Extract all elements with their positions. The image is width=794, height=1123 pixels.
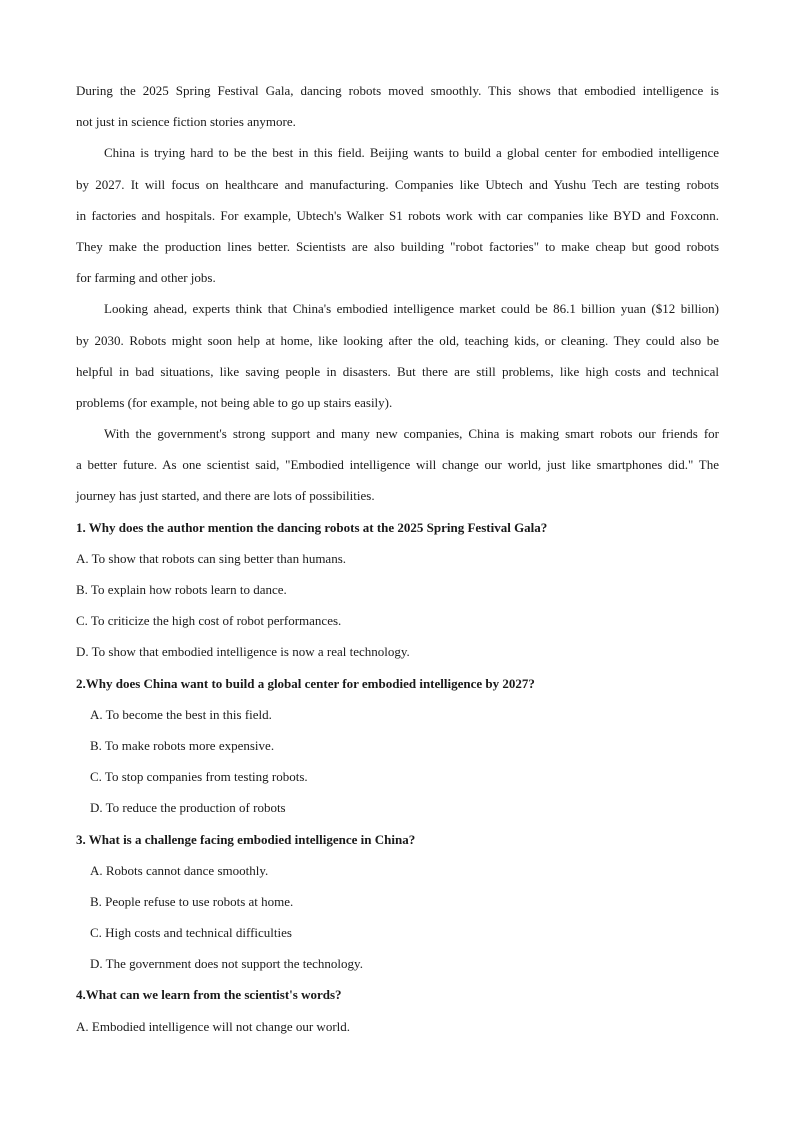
question-4	[76, 984, 719, 1046]
paragraph-4	[76, 423, 719, 517]
question-text: 2.Why does China want to build a global center for embodied intelligence by 2027?	[76, 675, 535, 691]
question-1	[76, 517, 719, 673]
paragraph-line: not just in science fiction stories anymore.	[76, 114, 296, 130]
answer-option: A. To show that robots can sing better than humans.	[76, 550, 347, 566]
paragraph-3	[76, 298, 719, 423]
paragraph-line: journey has just started, and there are lots of possibilities.	[76, 488, 375, 504]
question-text: 3. What is a challenge facing embodied intelligence in China?	[76, 831, 416, 847]
answer-option: A. Embodied intelligence will not change our world.	[76, 1018, 351, 1034]
answer-option: C. To criticize the high cost of robot performances.	[76, 613, 342, 629]
answer-option: D. To show that embodied intelligence is now a real technology.	[76, 644, 410, 660]
answer-option: C. High costs and technical difficulties	[90, 925, 292, 941]
paragraph-line: China is trying hard to be the best in this field. Beijing wants to build a global center for embodied intelligence	[104, 145, 719, 161]
paragraph-line: a better future. As one scientist said, "Embodied intelligence will change our world, just like smartphones did." The	[76, 457, 719, 473]
answer-option: B. People refuse to use robots at home.	[90, 893, 294, 909]
question-text: 4.What can we learn from the scientist's words?	[76, 987, 342, 1003]
answer-option: B. To explain how robots learn to dance.	[76, 582, 287, 597]
question-2	[76, 673, 719, 829]
question-text: 1. Why does the author mention the dancing robots at the 2025 Spring Festival Gala?	[76, 519, 548, 535]
answer-option: A. To become the best in this field.	[90, 706, 272, 722]
question-3	[76, 829, 719, 985]
document-page	[76, 80, 719, 1047]
answer-option: D. To reduce the production of robots	[90, 800, 286, 816]
answer-option: A. Robots cannot dance smoothly.	[90, 862, 269, 878]
paragraph-2	[76, 142, 719, 298]
paragraph-line: for farming and other jobs.	[76, 270, 216, 286]
paragraph-line: problems (for example, not being able to go up stairs easily).	[76, 394, 393, 410]
paragraph-1	[76, 80, 719, 142]
paragraph-line: With the government's strong support and many new companies, China is making smart robots our friends for	[104, 426, 719, 442]
answer-option: C. To stop companies from testing robots.	[90, 769, 308, 785]
answer-option: B. To make robots more expensive.	[90, 737, 275, 753]
paragraph-line: by 2027. It will focus on healthcare and manufacturing. Companies like Ubtech and Yushu Tech are testing robots	[76, 176, 719, 192]
answer-option: D. The government does not support the technology.	[90, 956, 363, 972]
paragraph-line: by 2030. Robots might soon help at home, like looking after the old, teaching kids, or cleaning. They could also be	[76, 332, 719, 348]
paragraph-line: During the 2025 Spring Festival Gala, dancing robots moved smoothly. This shows that embodied intelligence is	[76, 83, 719, 98]
paragraph-line: helpful in bad situations, like saving people in disasters. But there are still problems, like high costs and technical	[76, 363, 719, 379]
paragraph-line: in factories and hospitals. For example, Ubtech's Walker S1 robots work with car companies like BYD and Foxconn.	[76, 207, 719, 223]
paragraph-line: They make the production lines better. Scientists are also building "robot factories" to make cheap but good robots	[76, 238, 719, 254]
paragraph-line: Looking ahead, experts think that China's embodied intelligence market could be 86.1 billion yuan ($12 billion)	[104, 301, 719, 317]
